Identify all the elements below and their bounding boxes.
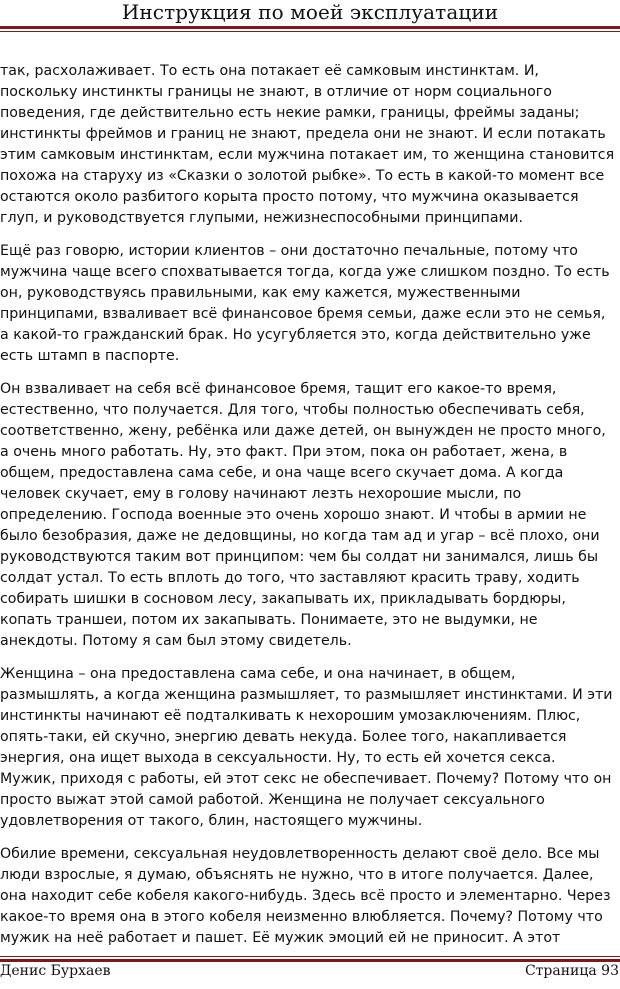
page-header-title: Инструкция по моей эксплуатации xyxy=(121,0,499,24)
text-line: поскольку инстинкты границы не знают, в отличие от норм социального xyxy=(0,84,552,100)
text-line: удовлетворения от такого, блин, настоящего мужчины. xyxy=(0,813,423,829)
page-body xyxy=(0,61,620,961)
text-line: он, руководствуясь правильными, как ему кажется, мужественными xyxy=(0,285,521,301)
text-line: Обилие времени, сексуальная неудовлетворенность делают своё дело. Все мы xyxy=(0,846,600,862)
paragraph xyxy=(0,61,620,229)
text-line: соответственно, жену, ребёнка или даже детей, он вынужден не просто много, xyxy=(0,423,606,439)
text-line: собирать шишки в сосновом лесу, закапывать их, прикладывать бордюры, xyxy=(0,591,566,607)
footer-rule-thin xyxy=(0,956,620,957)
text-line: есть штамп в паспорте. xyxy=(0,348,180,364)
text-line: размышлять, а когда женщина размышляет, то размышляет инстинктами. И эти xyxy=(0,687,613,703)
text-line: так, расхолаживает. То есть она потакает её самковым инстинктам. И, xyxy=(0,63,539,79)
text-line: определению. Господа военные это очень хорошо знают. И чтобы в армии не xyxy=(0,507,587,523)
text-line: копать траншеи, потом их закапывать. Понимаете, это не выдумки, не xyxy=(0,612,538,628)
text-line: Мужик, приходя с работы, ей этот секс не обеспечивает. Почему? Потому что он xyxy=(0,771,612,787)
text-line: инстинкты начинают её подталкивать к нехорошим умозаключениям. Плюс, xyxy=(0,708,581,724)
text-line: Он взваливает на себя всё финансовое бремя, тащит его какое-то время, xyxy=(0,381,557,397)
text-line: она находит себе кобеля какого-нибудь. Здесь всё просто и элементарно. Через xyxy=(0,888,611,904)
text-line: мужик на неё работает и пашет. Её мужик эмоций ей не приносит. А этот xyxy=(0,930,561,946)
text-line: принципами, взваливает всё финансовое бремя семьи, даже если это не семья, xyxy=(0,306,606,322)
text-line: общем, предоставлена сама себе, и она чаще всего скучает дома. А когда xyxy=(0,465,564,481)
paragraph xyxy=(0,241,620,367)
header-rule-thick xyxy=(0,26,620,29)
text-line: а очень много работать. Ну, это факт. При этом, пока он работает, жена, в xyxy=(0,444,568,460)
text-line: Женщина – она предоставлена сама себе, и она начинает, в общем, xyxy=(0,666,516,682)
text-line: люди взрослые, я думаю, объяснять не нужно, что в итоге получается. Далее, xyxy=(0,867,594,883)
text-line: естественно, что получается. Для того, чтобы полностью обеспечивать себя, xyxy=(0,402,585,418)
text-line: опять-таки, ей скучно, энергию девать некуда. Более того, накапливается xyxy=(0,729,567,745)
text-line: мужчина чаще всего спохватывается тогда, когда уже слишком поздно. То есть xyxy=(0,264,610,280)
text-line: поведения, где действительно есть некие рамки, границы, фреймы заданы; xyxy=(0,105,580,121)
text-line: а какой-то гражданский брак. Но усугубляется это, когда действительно уже xyxy=(0,327,591,343)
text-line: остаются около разбитого корыта просто потому, что мужчина оказывается xyxy=(0,189,579,205)
text-line: этим самковым инстинктам, если мужчина потакает им, то женщина становится xyxy=(0,147,615,163)
text-line: какое-то время она в этого кобеля неизменно влюбляется. Почему? Потому что xyxy=(0,909,603,925)
text-line: инстинкты фреймов и границ не знают, предела они не знают. И если потакать xyxy=(0,126,606,142)
text-line: человек скучает, ему в голову начинают лезть нехорошие мысли, по xyxy=(0,486,522,502)
footer-author: Денис Бурхаев xyxy=(0,963,111,979)
paragraph xyxy=(0,844,620,949)
footer-page-number: Страница 93 xyxy=(524,963,619,979)
text-line: похожа на старуху из «Сказки о золотой рыбке». То есть в какой-то момент все xyxy=(0,168,605,184)
footer-rule-thick xyxy=(0,959,620,962)
text-line: анекдоты. Потому я сам был этому свидетель. xyxy=(0,633,352,649)
text-line: руководствуются таким вот принципом: чем бы солдат ни занимался, лишь бы xyxy=(0,549,599,565)
text-line: просто выжат этой самой работой. Женщина не получает сексуального xyxy=(0,792,545,808)
text-line: энергия, она ищет выхода в сексуальности. Ну, то есть ей хочется секса. xyxy=(0,750,556,766)
header-rule-thin xyxy=(0,31,620,32)
paragraph xyxy=(0,379,620,652)
text-line: глуп, и руководствуется глупыми, нежизнеспособными принципами. xyxy=(0,210,523,226)
text-line: Ещё раз говорю, истории клиентов – они достаточно печальные, потому что xyxy=(0,243,578,259)
text-line: было безобразия, даже не дедовщины, но когда там ад и угар – всё плохо, они xyxy=(0,528,600,544)
text-line: солдат устал. То есть вплоть до того, что заставляют красить траву, ходить xyxy=(0,570,580,586)
paragraph xyxy=(0,664,620,832)
